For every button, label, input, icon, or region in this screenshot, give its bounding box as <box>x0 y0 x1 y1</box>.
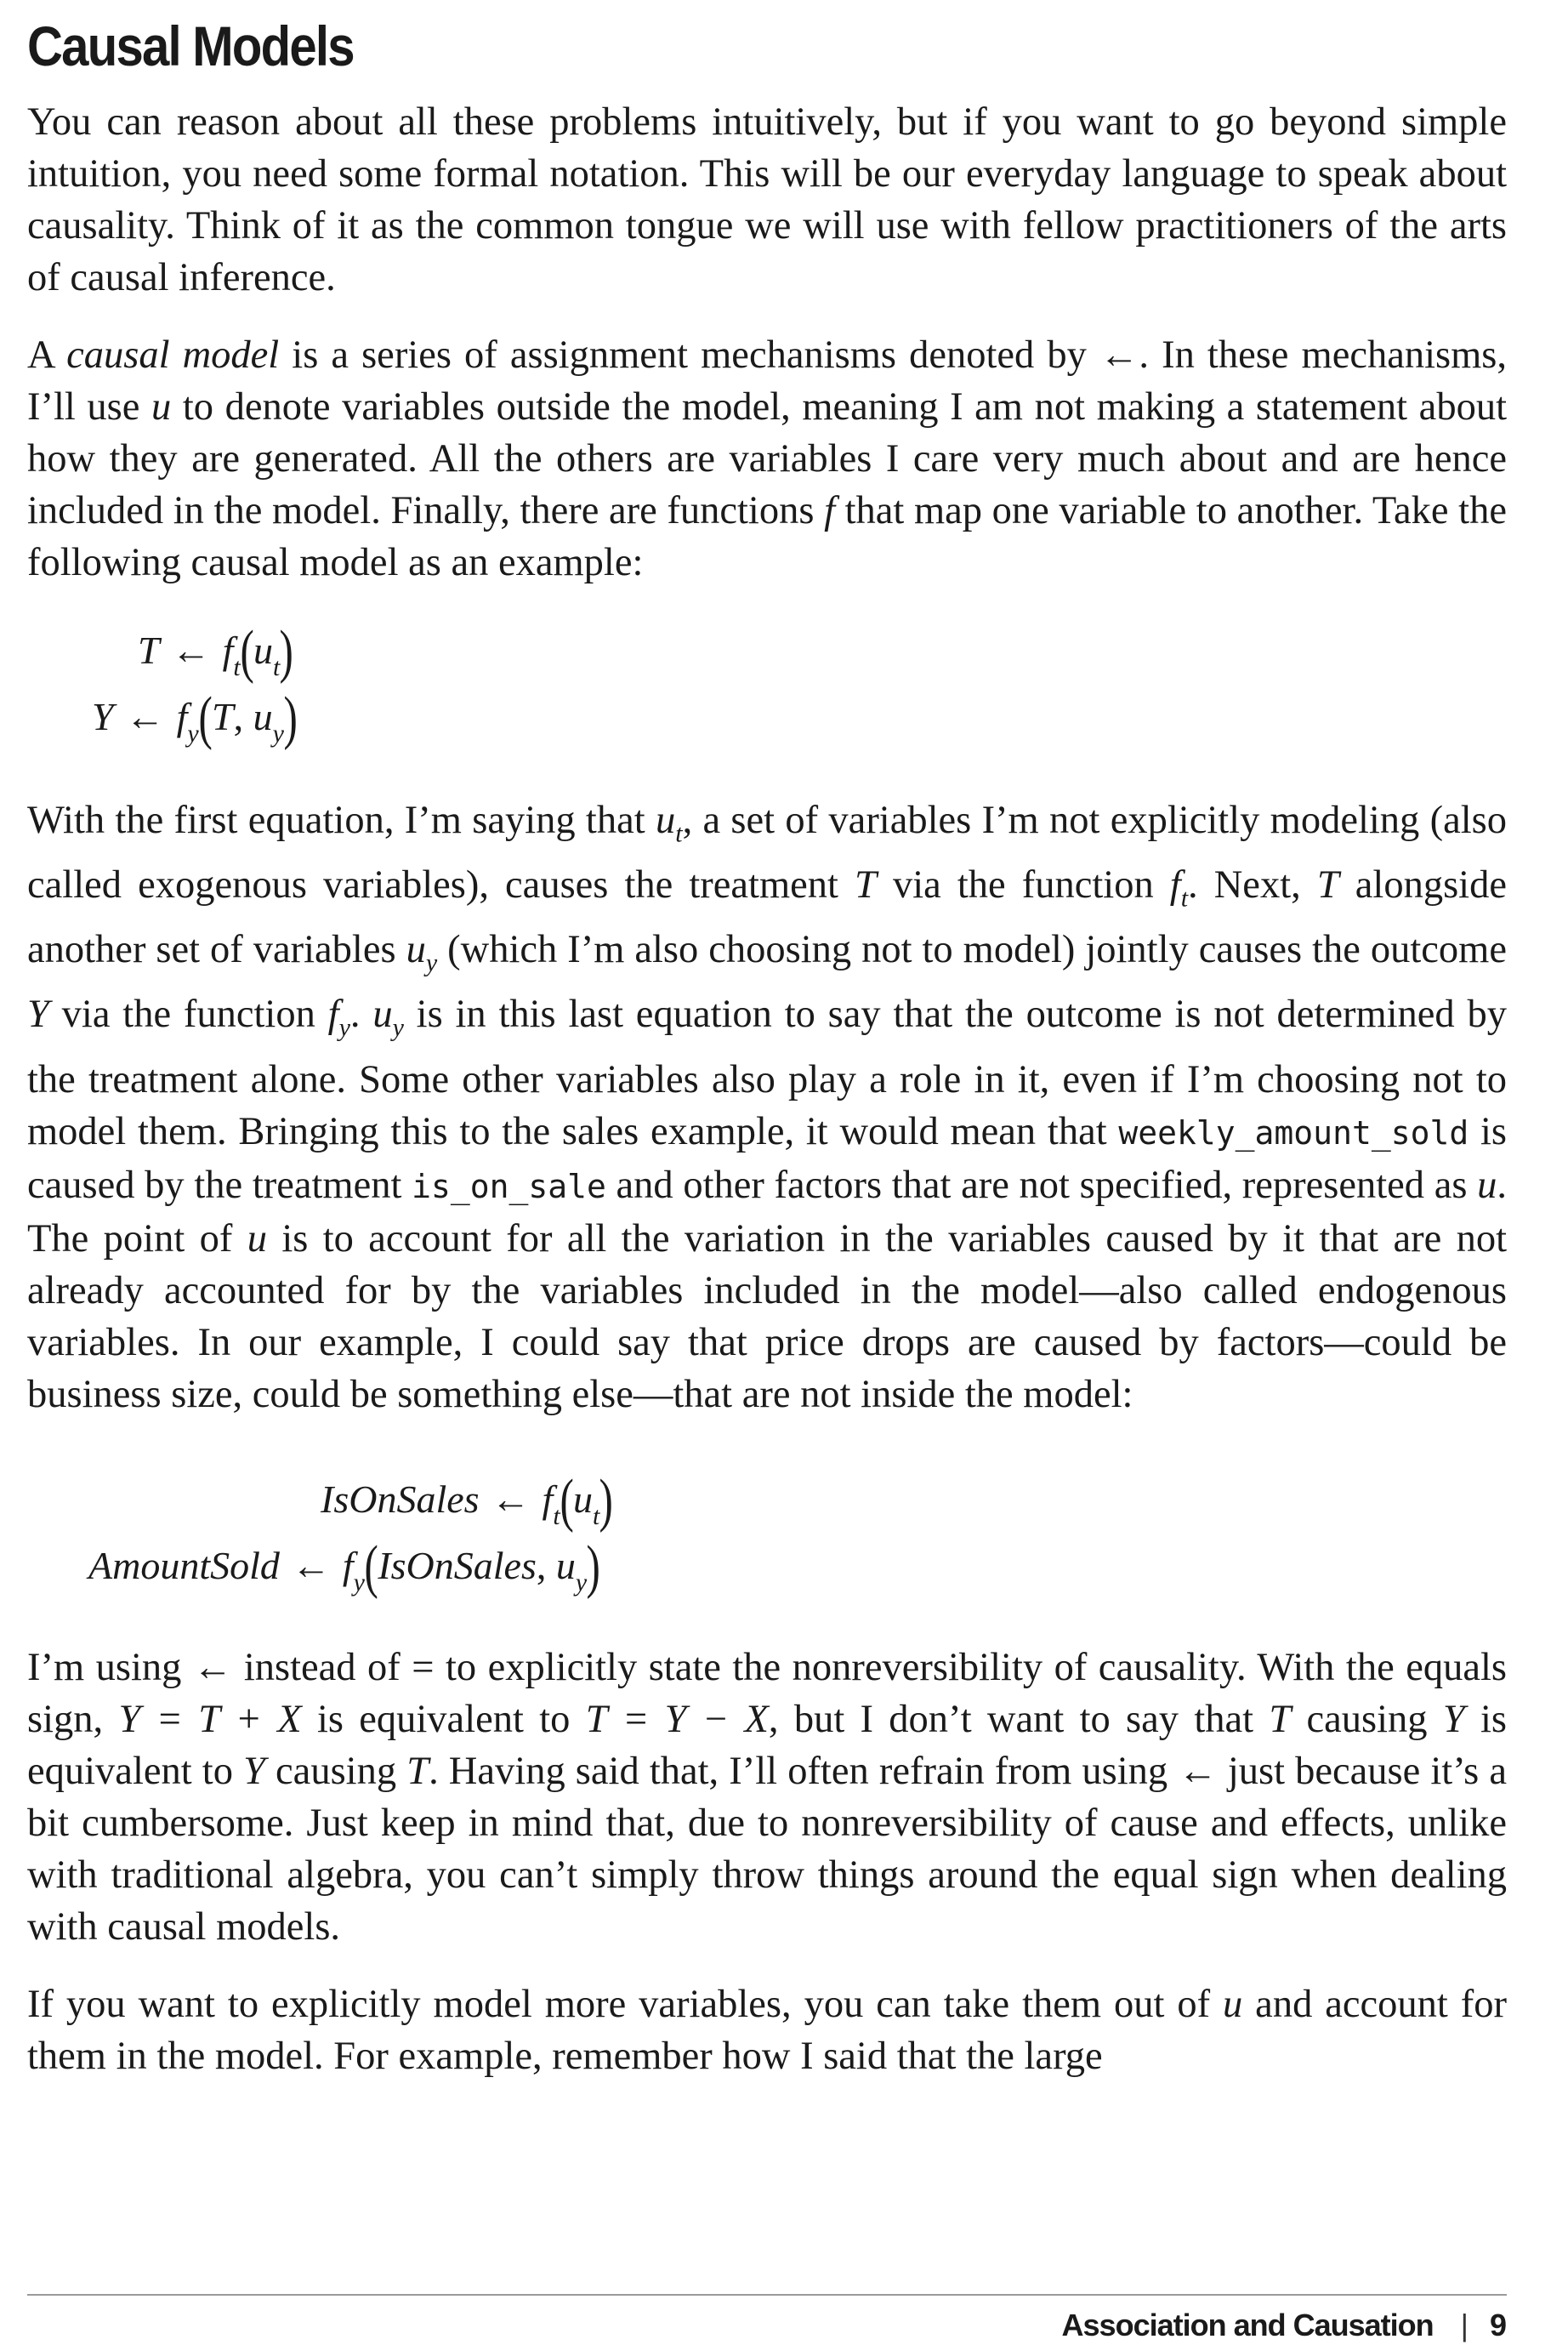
equation-is-on-sales: IsOnSales ← $f_t(u_t)$ <box>321 1467 614 1534</box>
footer-rule <box>27 2294 1507 2296</box>
running-head: Association and Causation <box>1061 2308 1434 2342</box>
paragraph-4: I’m using ← instead of = to explicitly state the nonreversibility of causality. With the equals sign, Y = T + X is equivalent to T = Y − X, but I don’t want to say that T causing Y is equivalent to Y causing T. Having said that, I’ll often refrain from using ← just because it’s a bit cumbersome. Just keep in mind that, due to nonreversibility of cause and effects, unlike with traditional algebra, you can’t simply throw things around the equal sign when dealing with causal models. <box>27 1645 1508 1949</box>
paragraph-5: If you want to explicitly model more variables, you can take them out of u and account for them in the model. For example, remember how I said that the large <box>27 1982 1507 2078</box>
equation-outcome: Y ← $f_y(T$, $u_y$) <box>92 685 298 751</box>
page-footer: Association and Causation | 9 <box>1061 2308 1506 2342</box>
paragraph-2: A causal model is a series of assignment mechanisms denoted by ←. In these mechanisms, I’ll use u to denote variables outside the model, meaning I am not making a statement about how they are generated. All the others are variables I care very much about and are hence included in the model. Finally, there are functions f that map one variable to another. Take the following causal model as an example: <box>27 333 1508 584</box>
equation-block-sales <box>27 1446 1507 1600</box>
equation-amount-sold: AmountSold ← $f_y(IsOnSales$, $u_y$) <box>88 1534 601 1600</box>
code-weekly-amount-sold: weekly_amount_sold <box>1118 1113 1469 1152</box>
page-number: 9 <box>1489 2308 1506 2342</box>
equation-treatment: T ← $f_t(u_t)$ <box>138 618 294 685</box>
section-title: Causal Models <box>27 14 354 77</box>
paragraph-1: You can reason about all these problems intuitively, but if you want to go beyond simple intuition, you need some formal notation. This will be our everyday language to speak about causality. Think of it as the common tongue we will use with fellow practitioners of the arts of causal inference. <box>27 100 1507 299</box>
paragraph-3: With the first equation, I’m saying that $u_t$, a set of variables I’m not explicitly modeling (also called exogenous variables), causes the treatment T via the function $f_t$. Next, T alongside another set of variables $u_y$ (which I’m also choosing not to model) jointly causes the outcome Y via the function $f_y$. $u_y$ is in this last equation to say that the outcome is not determined by the treatment alone. Some other variables also play a role in it, even if I’m choosing not to model them. Bringing this to the sales example, it would mean that weekly_amount_sold is caused by the treatment is_on_sale and other factors that are not specified, represented as u. The point of u is to account for all the variation in the variables caused by it that are not already accounted for by the variables included in the model—also called endogenous variables. In our example, I could say that price drops are caused by factors—could be business size, could be something else—that are not inside the model: <box>27 798 1507 1416</box>
code-is-on-sale: is_on_sale <box>412 1167 606 1205</box>
equation-block-generic <box>27 614 1507 751</box>
term-causal-model: causal model <box>66 333 280 377</box>
page <box>27 0 1507 2108</box>
